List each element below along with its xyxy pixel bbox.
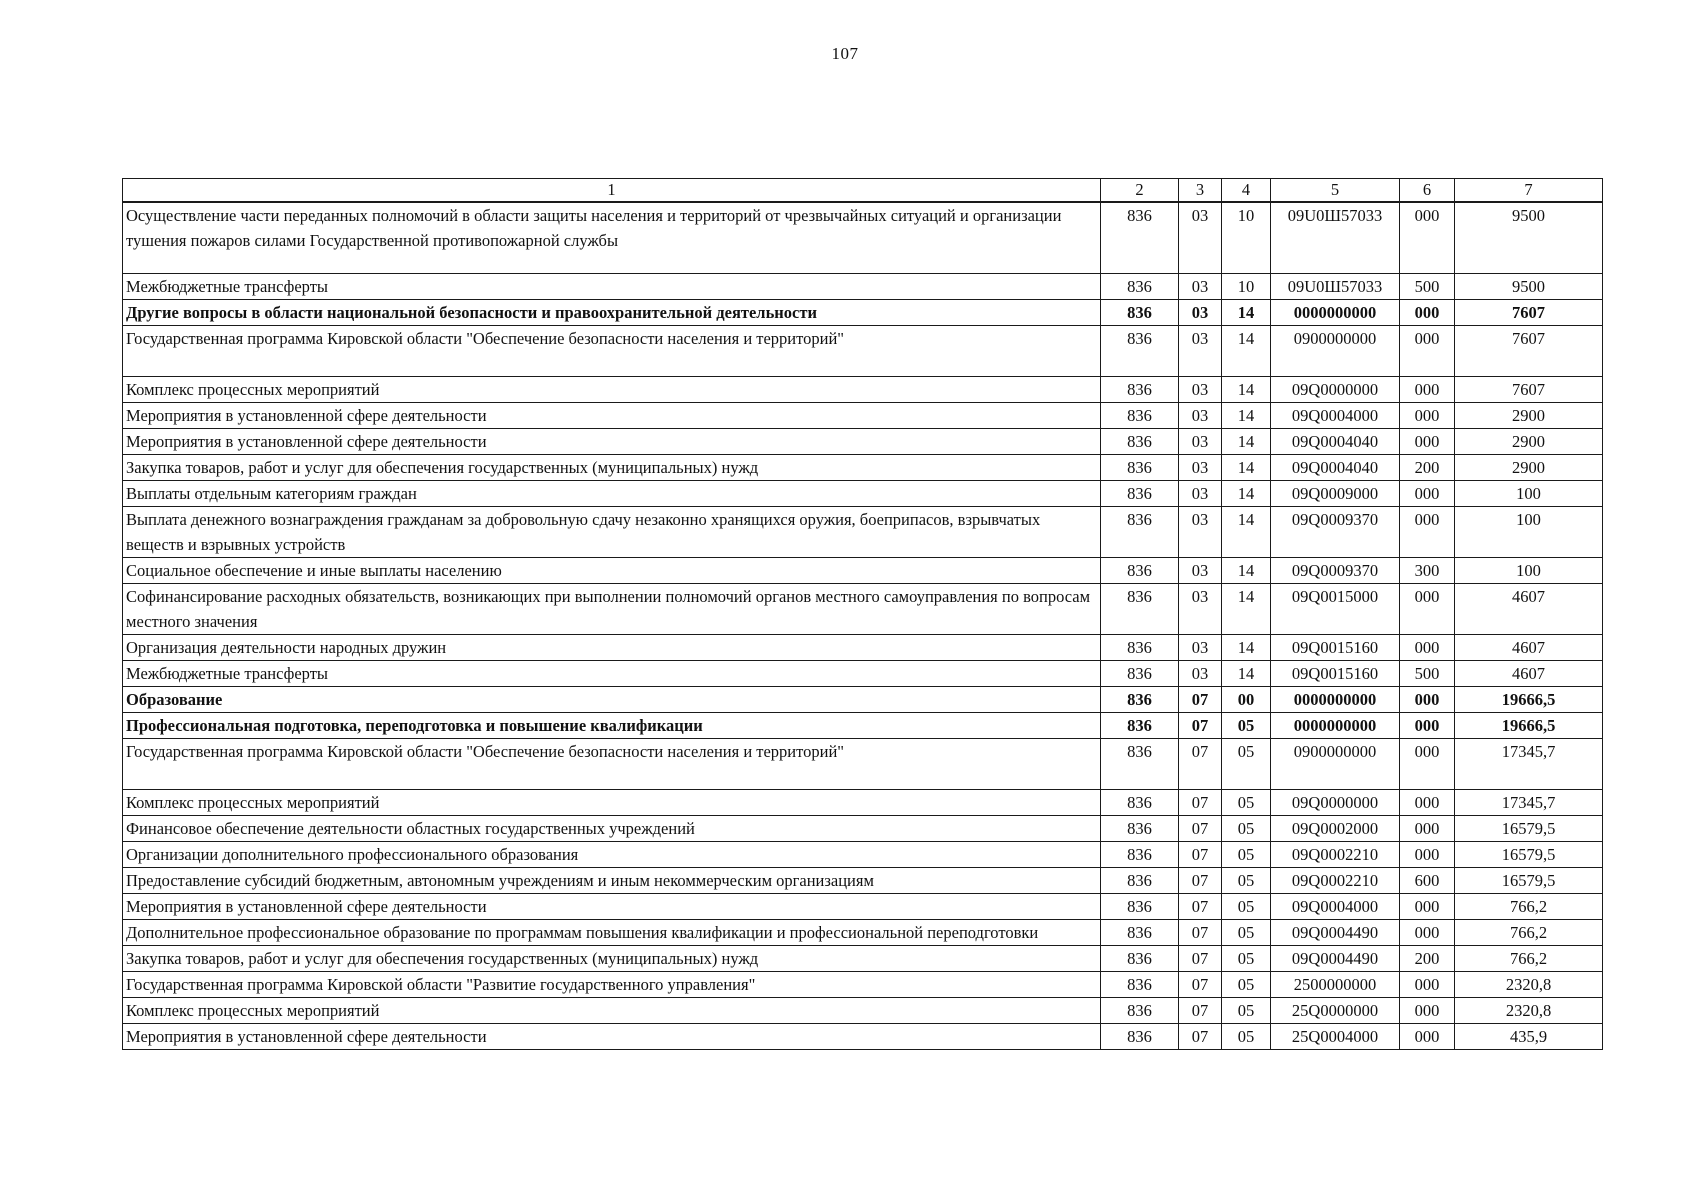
table-row — [123, 429, 1603, 455]
row-col-4: 05 — [1222, 1024, 1271, 1050]
row-col-2: 836 — [1101, 998, 1179, 1024]
row-col-4: 14 — [1222, 326, 1271, 377]
table-row — [123, 894, 1603, 920]
header-col-5: 5 — [1271, 179, 1400, 203]
row-name: Мероприятия в установленной сфере деятельности — [123, 429, 1101, 455]
row-col-7: 7607 — [1455, 326, 1603, 377]
row-name: Комплекс процессных мероприятий — [123, 377, 1101, 403]
table-row — [123, 300, 1603, 326]
row-col-6: 000 — [1400, 584, 1455, 635]
row-col-6: 500 — [1400, 661, 1455, 687]
row-col-5: 09Q0004000 — [1271, 403, 1400, 429]
row-col-6: 000 — [1400, 202, 1455, 274]
row-col-6: 200 — [1400, 946, 1455, 972]
table-row — [123, 816, 1603, 842]
table-row — [123, 558, 1603, 584]
row-col-5: 09Q0004000 — [1271, 894, 1400, 920]
row-col-7: 2900 — [1455, 429, 1603, 455]
row-name: Государственная программа Кировской области "Развитие государственного управления" — [123, 972, 1101, 998]
row-col-6: 000 — [1400, 816, 1455, 842]
table-row — [123, 202, 1603, 274]
row-col-3: 03 — [1179, 202, 1222, 274]
row-col-2: 836 — [1101, 274, 1179, 300]
row-col-3: 07 — [1179, 946, 1222, 972]
row-col-4: 14 — [1222, 635, 1271, 661]
row-col-3: 03 — [1179, 274, 1222, 300]
row-col-5: 09Q0000000 — [1271, 790, 1400, 816]
row-col-7: 2320,8 — [1455, 998, 1603, 1024]
row-col-7: 9500 — [1455, 274, 1603, 300]
row-col-2: 836 — [1101, 455, 1179, 481]
row-col-4: 14 — [1222, 377, 1271, 403]
row-col-5: 09Q0009000 — [1271, 481, 1400, 507]
row-col-2: 836 — [1101, 429, 1179, 455]
row-col-3: 07 — [1179, 687, 1222, 713]
row-col-6: 200 — [1400, 455, 1455, 481]
row-col-2: 836 — [1101, 661, 1179, 687]
row-col-7: 435,9 — [1455, 1024, 1603, 1050]
table-header-row — [123, 179, 1603, 203]
row-col-7: 9500 — [1455, 202, 1603, 274]
row-col-2: 836 — [1101, 713, 1179, 739]
row-name: Комплекс процессных мероприятий — [123, 998, 1101, 1024]
row-col-6: 000 — [1400, 687, 1455, 713]
row-col-4: 00 — [1222, 687, 1271, 713]
row-col-7: 17345,7 — [1455, 739, 1603, 790]
row-col-4: 05 — [1222, 894, 1271, 920]
row-col-7: 19666,5 — [1455, 713, 1603, 739]
row-col-5: 09Q0002000 — [1271, 816, 1400, 842]
row-name: Другие вопросы в области национальной безопасности и правоохранительной деятельности — [123, 300, 1101, 326]
row-col-2: 836 — [1101, 377, 1179, 403]
row-col-3: 07 — [1179, 920, 1222, 946]
row-col-7: 16579,5 — [1455, 842, 1603, 868]
row-col-6: 600 — [1400, 868, 1455, 894]
table-row — [123, 481, 1603, 507]
row-col-4: 05 — [1222, 739, 1271, 790]
row-col-6: 000 — [1400, 429, 1455, 455]
row-col-7: 7607 — [1455, 377, 1603, 403]
row-col-7: 2900 — [1455, 403, 1603, 429]
header-col-7: 7 — [1455, 179, 1603, 203]
row-col-3: 03 — [1179, 635, 1222, 661]
row-col-3: 03 — [1179, 326, 1222, 377]
row-col-6: 000 — [1400, 326, 1455, 377]
table-row — [123, 946, 1603, 972]
row-col-2: 836 — [1101, 584, 1179, 635]
row-col-6: 000 — [1400, 739, 1455, 790]
row-name: Межбюджетные трансферты — [123, 274, 1101, 300]
table-row — [123, 274, 1603, 300]
row-col-7: 2900 — [1455, 455, 1603, 481]
row-col-5: 09Q0015000 — [1271, 584, 1400, 635]
header-col-3: 3 — [1179, 179, 1222, 203]
table-row — [123, 584, 1603, 635]
row-name: Образование — [123, 687, 1101, 713]
row-name: Предоставление субсидий бюджетным, автономным учреждениям и иным некоммерческим организациям — [123, 868, 1101, 894]
row-col-6: 500 — [1400, 274, 1455, 300]
row-col-7: 2320,8 — [1455, 972, 1603, 998]
row-col-3: 07 — [1179, 894, 1222, 920]
row-col-4: 14 — [1222, 558, 1271, 584]
row-col-3: 07 — [1179, 790, 1222, 816]
row-col-3: 03 — [1179, 429, 1222, 455]
row-col-4: 05 — [1222, 972, 1271, 998]
row-col-4: 05 — [1222, 998, 1271, 1024]
row-name: Комплекс процессных мероприятий — [123, 790, 1101, 816]
row-col-4: 14 — [1222, 455, 1271, 481]
row-col-4: 14 — [1222, 661, 1271, 687]
row-col-3: 07 — [1179, 739, 1222, 790]
row-col-5: 09Q0002210 — [1271, 842, 1400, 868]
row-col-5: 09Q0015160 — [1271, 661, 1400, 687]
row-col-5: 09Q0004040 — [1271, 429, 1400, 455]
row-col-3: 03 — [1179, 403, 1222, 429]
row-col-5: 0900000000 — [1271, 739, 1400, 790]
row-name: Организации дополнительного профессионального образования — [123, 842, 1101, 868]
row-col-5: 09Q0009370 — [1271, 558, 1400, 584]
row-col-6: 000 — [1400, 1024, 1455, 1050]
table-row — [123, 868, 1603, 894]
row-col-4: 10 — [1222, 202, 1271, 274]
row-col-6: 000 — [1400, 300, 1455, 326]
row-col-4: 10 — [1222, 274, 1271, 300]
row-col-4: 05 — [1222, 920, 1271, 946]
row-col-3: 03 — [1179, 558, 1222, 584]
row-col-3: 07 — [1179, 1024, 1222, 1050]
row-col-2: 836 — [1101, 920, 1179, 946]
table-row — [123, 455, 1603, 481]
table-row — [123, 403, 1603, 429]
row-col-5: 09Q0004490 — [1271, 946, 1400, 972]
row-name: Профессиональная подготовка, переподготовка и повышение квалификации — [123, 713, 1101, 739]
table-row — [123, 842, 1603, 868]
row-col-4: 05 — [1222, 816, 1271, 842]
row-col-4: 14 — [1222, 429, 1271, 455]
row-col-7: 100 — [1455, 507, 1603, 558]
table-row — [123, 790, 1603, 816]
table-row — [123, 635, 1603, 661]
row-col-5: 0900000000 — [1271, 326, 1400, 377]
row-col-4: 05 — [1222, 868, 1271, 894]
row-col-2: 836 — [1101, 635, 1179, 661]
row-col-5: 0000000000 — [1271, 687, 1400, 713]
row-col-6: 000 — [1400, 635, 1455, 661]
row-name: Финансовое обеспечение деятельности областных государственных учреждений — [123, 816, 1101, 842]
row-col-7: 4607 — [1455, 661, 1603, 687]
row-col-3: 07 — [1179, 998, 1222, 1024]
table-row — [123, 687, 1603, 713]
row-col-2: 836 — [1101, 403, 1179, 429]
row-col-7: 766,2 — [1455, 894, 1603, 920]
row-col-5: 09Q0015160 — [1271, 635, 1400, 661]
row-col-2: 836 — [1101, 507, 1179, 558]
row-name: Межбюджетные трансферты — [123, 661, 1101, 687]
table-row — [123, 661, 1603, 687]
row-col-2: 836 — [1101, 202, 1179, 274]
row-col-6: 000 — [1400, 713, 1455, 739]
row-col-3: 03 — [1179, 455, 1222, 481]
row-col-6: 000 — [1400, 790, 1455, 816]
row-col-5: 09Q0000000 — [1271, 377, 1400, 403]
row-col-5: 09Q0004040 — [1271, 455, 1400, 481]
header-col-2: 2 — [1101, 179, 1179, 203]
row-col-5: 0000000000 — [1271, 300, 1400, 326]
row-col-6: 000 — [1400, 894, 1455, 920]
row-name: Дополнительное профессиональное образование по программам повышения квалификации и профессиональной переподготовки — [123, 920, 1101, 946]
row-name: Государственная программа Кировской области "Обеспечение безопасности населения и территорий" — [123, 739, 1101, 790]
row-col-7: 4607 — [1455, 584, 1603, 635]
row-col-2: 836 — [1101, 481, 1179, 507]
row-col-4: 14 — [1222, 481, 1271, 507]
row-col-6: 000 — [1400, 842, 1455, 868]
row-col-3: 03 — [1179, 377, 1222, 403]
row-col-5: 2500000000 — [1271, 972, 1400, 998]
row-col-5: 09Q0004490 — [1271, 920, 1400, 946]
row-col-2: 836 — [1101, 790, 1179, 816]
row-col-5: 25Q0004000 — [1271, 1024, 1400, 1050]
table-row — [123, 1024, 1603, 1050]
row-col-6: 000 — [1400, 972, 1455, 998]
row-col-6: 300 — [1400, 558, 1455, 584]
row-col-4: 14 — [1222, 584, 1271, 635]
row-col-7: 766,2 — [1455, 946, 1603, 972]
row-col-2: 836 — [1101, 326, 1179, 377]
row-name: Мероприятия в установленной сфере деятельности — [123, 1024, 1101, 1050]
row-name: Мероприятия в установленной сфере деятельности — [123, 894, 1101, 920]
table-row — [123, 507, 1603, 558]
row-col-3: 07 — [1179, 842, 1222, 868]
table-row — [123, 998, 1603, 1024]
row-col-7: 100 — [1455, 481, 1603, 507]
row-col-2: 836 — [1101, 300, 1179, 326]
row-name: Софинансирование расходных обязательств, возникающих при выполнении полномочий органов местного самоуправления по вопросам местного значения — [123, 584, 1101, 635]
row-col-3: 03 — [1179, 507, 1222, 558]
row-name: Осуществление части переданных полномочий в области защиты населения и территорий от чрезвычайных ситуаций и организации тушения пожаров силами Государственной противопожарной службы — [123, 202, 1101, 274]
row-col-3: 07 — [1179, 868, 1222, 894]
row-col-3: 07 — [1179, 816, 1222, 842]
row-col-6: 000 — [1400, 507, 1455, 558]
table-row — [123, 713, 1603, 739]
row-name: Социальное обеспечение и иные выплаты населению — [123, 558, 1101, 584]
row-col-7: 4607 — [1455, 635, 1603, 661]
row-col-4: 14 — [1222, 507, 1271, 558]
row-name: Выплаты отдельным категориям граждан — [123, 481, 1101, 507]
header-col-6: 6 — [1400, 179, 1455, 203]
row-col-7: 766,2 — [1455, 920, 1603, 946]
table-row — [123, 972, 1603, 998]
header-col-1: 1 — [123, 179, 1101, 203]
row-col-7: 16579,5 — [1455, 816, 1603, 842]
row-col-3: 03 — [1179, 661, 1222, 687]
row-col-6: 000 — [1400, 920, 1455, 946]
row-col-3: 07 — [1179, 713, 1222, 739]
row-col-2: 836 — [1101, 816, 1179, 842]
row-col-2: 836 — [1101, 1024, 1179, 1050]
row-col-2: 836 — [1101, 842, 1179, 868]
budget-table — [122, 178, 1603, 1050]
row-col-7: 17345,7 — [1455, 790, 1603, 816]
row-col-6: 000 — [1400, 377, 1455, 403]
row-col-4: 05 — [1222, 713, 1271, 739]
row-col-3: 03 — [1179, 481, 1222, 507]
row-col-7: 16579,5 — [1455, 868, 1603, 894]
row-col-5: 09U0Ш57033 — [1271, 274, 1400, 300]
row-col-4: 14 — [1222, 403, 1271, 429]
row-name: Закупка товаров, работ и услуг для обеспечения государственных (муниципальных) нужд — [123, 455, 1101, 481]
row-col-4: 05 — [1222, 842, 1271, 868]
row-col-4: 14 — [1222, 300, 1271, 326]
header-col-4: 4 — [1222, 179, 1271, 203]
row-col-5: 09Q0009370 — [1271, 507, 1400, 558]
row-col-2: 836 — [1101, 558, 1179, 584]
row-col-6: 000 — [1400, 998, 1455, 1024]
row-col-7: 100 — [1455, 558, 1603, 584]
table-row — [123, 326, 1603, 377]
row-col-5: 09Q0002210 — [1271, 868, 1400, 894]
row-col-7: 19666,5 — [1455, 687, 1603, 713]
table-row — [123, 739, 1603, 790]
row-col-2: 836 — [1101, 739, 1179, 790]
row-name: Закупка товаров, работ и услуг для обеспечения государственных (муниципальных) нужд — [123, 946, 1101, 972]
row-col-5: 25Q0000000 — [1271, 998, 1400, 1024]
table-row — [123, 377, 1603, 403]
row-name: Мероприятия в установленной сфере деятельности — [123, 403, 1101, 429]
page-number: 107 — [831, 44, 859, 63]
row-col-2: 836 — [1101, 868, 1179, 894]
row-col-2: 836 — [1101, 972, 1179, 998]
row-col-7: 7607 — [1455, 300, 1603, 326]
row-name: Организация деятельности народных дружин — [123, 635, 1101, 661]
table-row — [123, 920, 1603, 946]
row-col-5: 0000000000 — [1271, 713, 1400, 739]
row-col-2: 836 — [1101, 894, 1179, 920]
row-col-3: 03 — [1179, 300, 1222, 326]
row-col-6: 000 — [1400, 403, 1455, 429]
row-col-2: 836 — [1101, 946, 1179, 972]
row-col-4: 05 — [1222, 946, 1271, 972]
row-col-3: 03 — [1179, 584, 1222, 635]
row-col-2: 836 — [1101, 687, 1179, 713]
row-col-5: 09U0Ш57033 — [1271, 202, 1400, 274]
row-name: Выплата денежного вознаграждения гражданам за добровольную сдачу незаконно хранящихся оружия, боеприпасов, взрывчатых веществ и взрывных устройств — [123, 507, 1101, 558]
row-col-4: 05 — [1222, 790, 1271, 816]
row-col-6: 000 — [1400, 481, 1455, 507]
row-col-3: 07 — [1179, 972, 1222, 998]
row-name: Государственная программа Кировской области "Обеспечение безопасности населения и территорий" — [123, 326, 1101, 377]
